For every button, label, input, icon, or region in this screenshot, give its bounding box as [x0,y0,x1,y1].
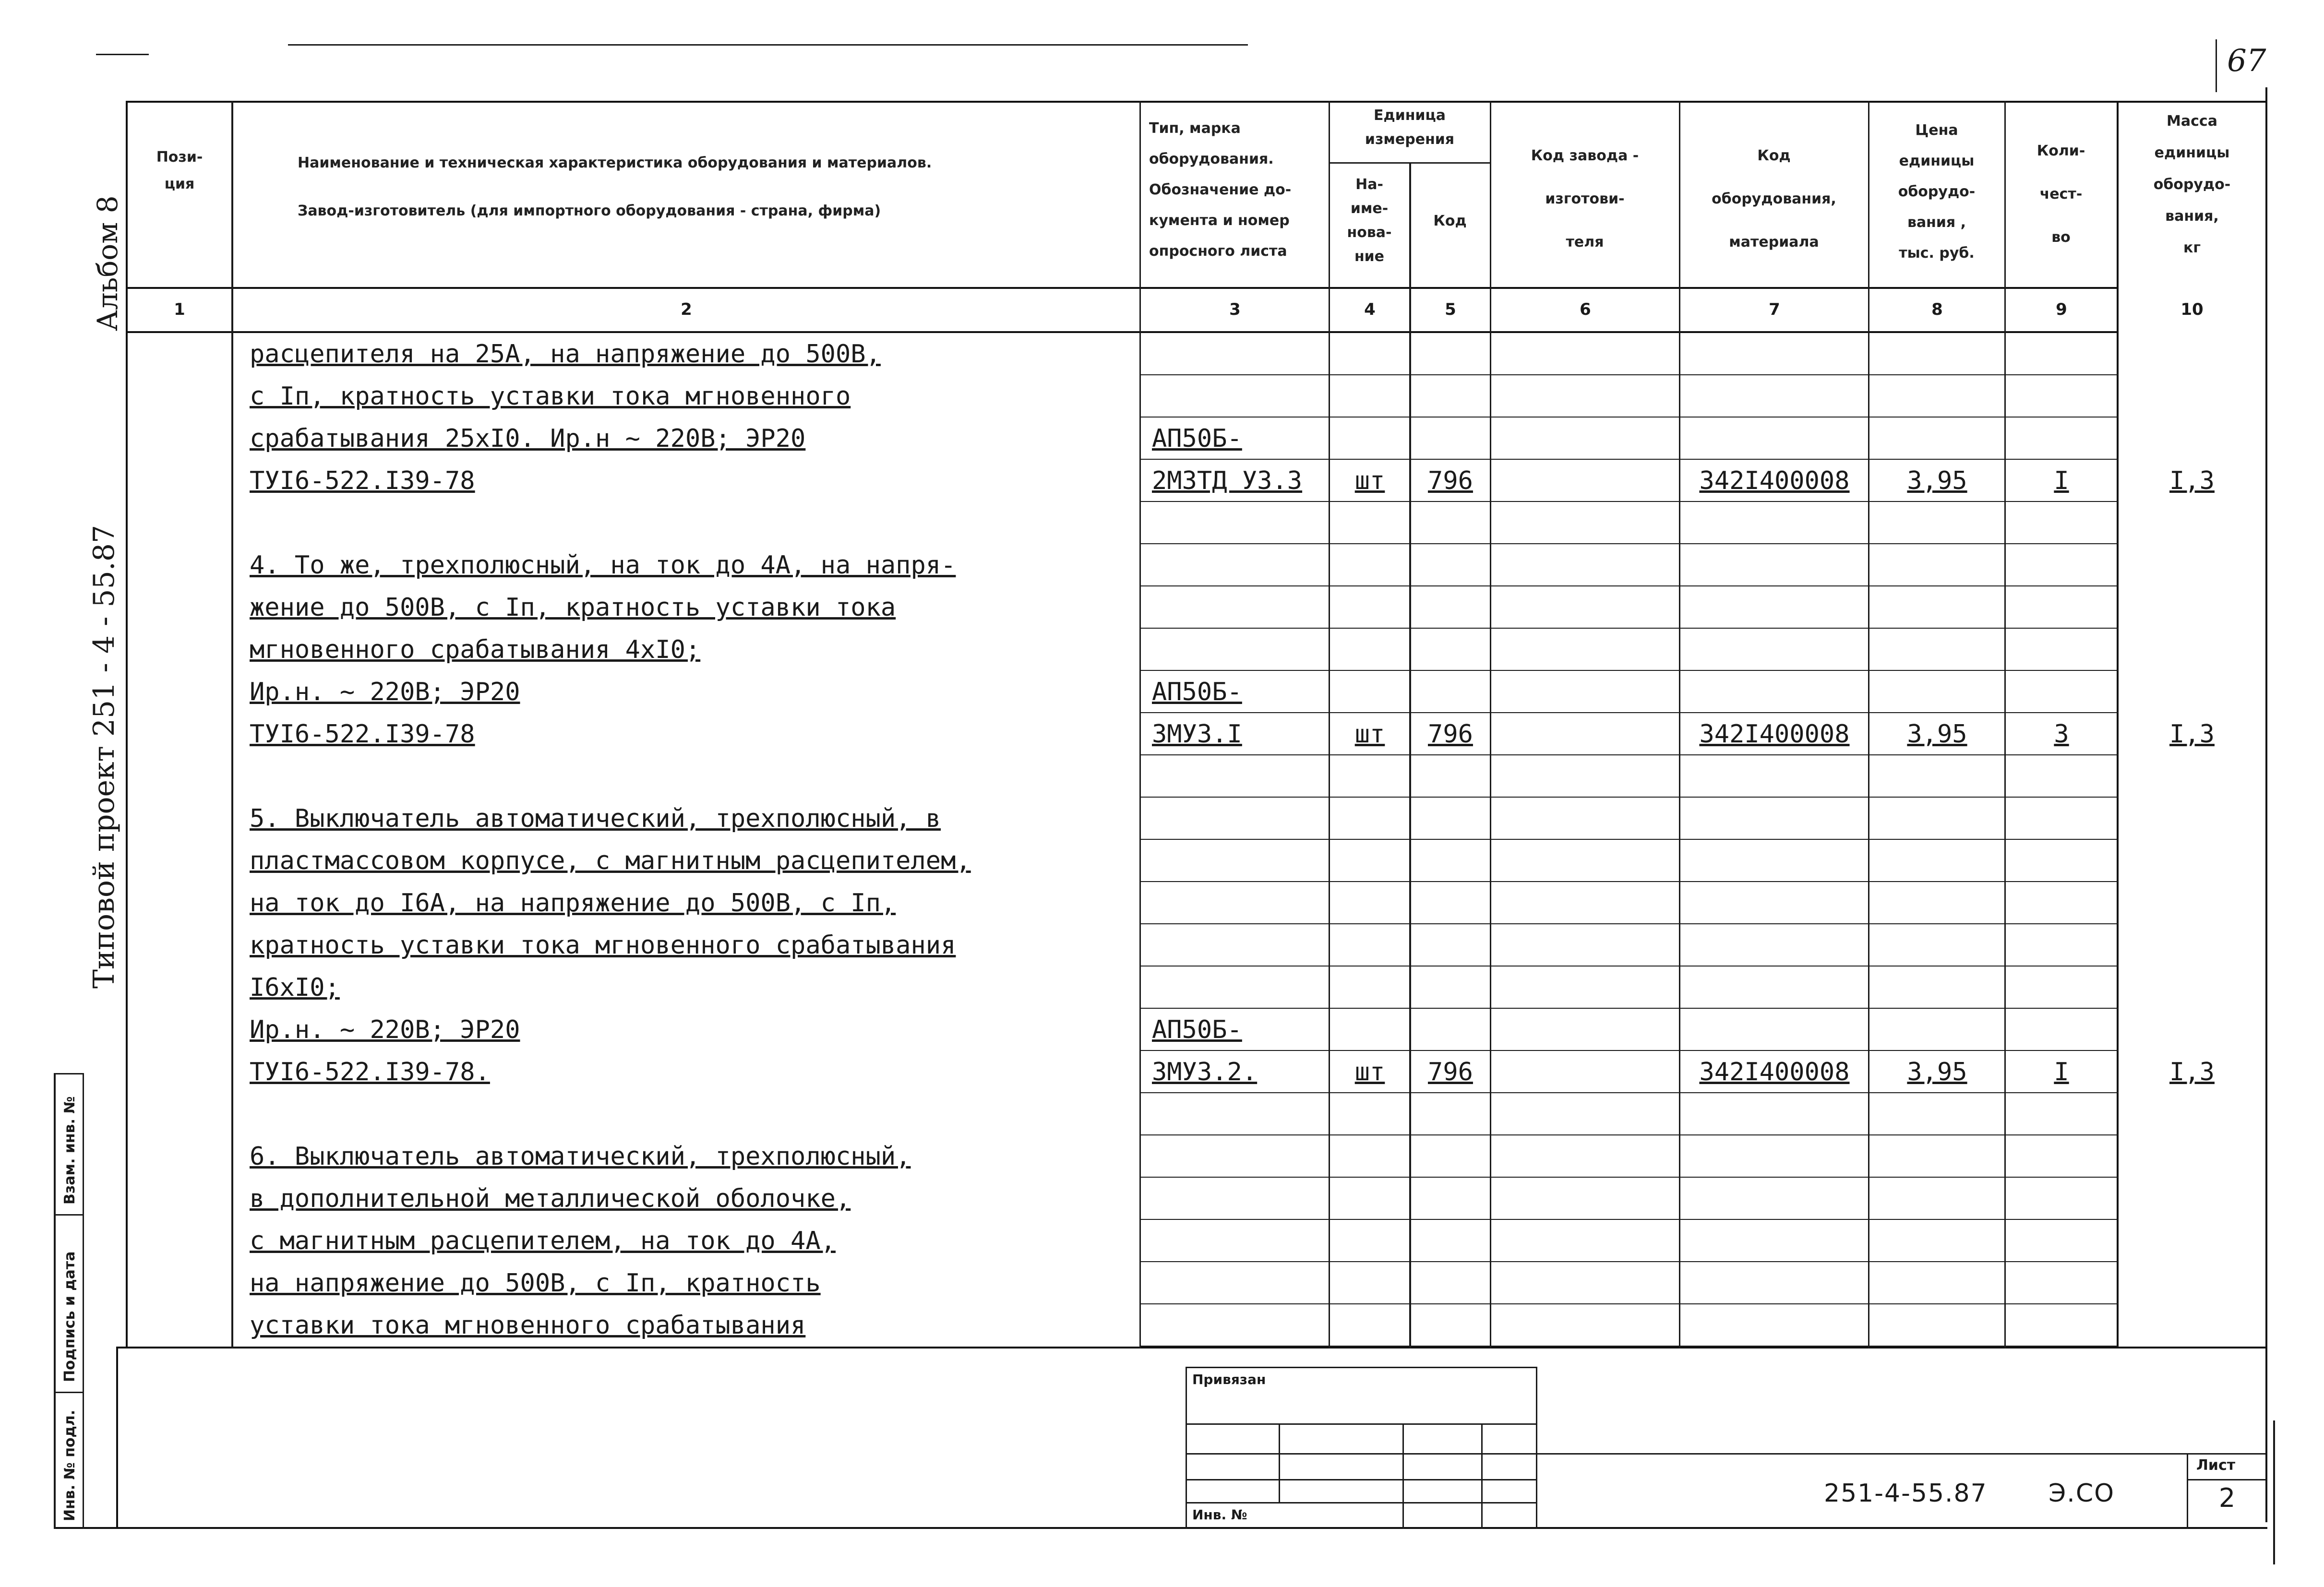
row-line [1139,1219,2119,1220]
item-unit-code: 796 [1428,1058,1473,1086]
header-price-line5: тыс. руб. [1899,245,1975,262]
col-line-3 [1329,101,1330,1348]
header-type-line2: оборудования. [1149,151,1274,167]
item-price: 3,95 [1907,720,1967,749]
stamp-col3 [1481,1423,1483,1529]
item-type: АП50Б- [1152,424,1242,453]
item-name: Ир.н. ~ 220В; ЭР20 [250,1015,520,1044]
item-name: в дополнительной металлической оболочке, [250,1184,851,1213]
item-mass: I,3 [2169,1058,2215,1086]
unit-split-line [1329,162,1490,164]
stamp-col1 [1279,1423,1280,1502]
document-code: 251-4-55.87 [1824,1479,1988,1508]
item-name: на напряжение до 500В, с Iп, кратность [250,1269,821,1298]
header-unit-name-line2: име- [1350,200,1389,217]
header-mass-line5: кг [2183,239,2201,256]
header-maker-code [1492,134,1678,264]
header-type-line3: Обозначение до- [1149,181,1292,198]
col-number-4: 4 [1364,300,1376,319]
item-type: АП50Б- [1152,678,1242,706]
col-line-8 [2004,101,2006,1348]
sheet-box-sep [2187,1479,2266,1480]
item-name: ТУI6-522.I39-78. [250,1058,490,1086]
header-mass-line2: единицы [2154,144,2230,161]
col-number-3: 3 [1229,300,1241,319]
row-line [1139,1134,2119,1135]
col-number-1: 1 [174,300,185,319]
row-line [1139,797,2119,798]
stamp-row1 [1186,1423,1537,1425]
sheet-number: 2 [2218,1483,2236,1513]
item-type: 2МЗТД УЗ.3 [1152,466,1303,495]
header-position-line2: ция [164,176,195,192]
stamp-col2 [1402,1423,1404,1529]
row-line [1139,628,2119,629]
top-rule-left [96,54,149,55]
album-label: Альбом 8 [91,195,124,331]
stamp-right [1536,1367,1537,1529]
item-equipment-code: 342I400008 [1699,720,1850,749]
item-name: уставки тока мгновенного срабатывания [250,1311,806,1340]
margin-box-sep2 [54,1392,84,1393]
header-mass-line4: вания, [2165,208,2219,225]
item-price: 3,95 [1907,1058,1967,1086]
header-equipment-code-line2: оборудования, [1712,191,1836,207]
header-equipment-code-line3: материала [1729,234,1819,251]
header-maker-code-line2: изготови- [1545,191,1625,207]
item-name: кратность уставки тока мгновенного срабатывания [250,931,956,960]
col-line-7 [1868,101,1869,1348]
margin-vzam: Взам. инв. № [61,1096,78,1205]
header-unit-line2: измерения [1365,131,1455,148]
item-name: 4. То же, трехполюсный, на ток до 4А, на напря- [250,551,956,580]
frame-top [126,101,2266,103]
header-unit-line1: Единица [1374,107,1446,124]
item-name: Ир.н. ~ 220В; ЭР20 [250,678,520,706]
item-name: расцепителя на 25А, на напряжение до 500В, [250,340,881,369]
header-type-line4: кумента и номер [1149,212,1290,229]
header-unit-code: Код [1433,213,1467,229]
header-quantity-line3: во [2051,229,2071,246]
frame-right [2265,87,2267,1522]
col-line-6 [1679,101,1680,1348]
item-name: пластмассовом корпусе, с магнитным расцепителем, [250,847,971,875]
item-name: 5. Выключатель автоматический, трехполюсный, в [250,804,941,833]
header-type-line1: Тип, марка [1149,120,1241,137]
row-line [1139,1177,2119,1178]
col-number-2: 2 [681,300,692,319]
header-equipment-code-line1: Код [1757,147,1791,164]
item-unit-code: 796 [1428,720,1473,749]
header-type [1142,113,1334,267]
item-name: жение до 500В, с Iп, кратность уставки тока [250,593,896,622]
header-price-line4: вания , [1907,214,1966,231]
row-line [1139,543,2119,544]
item-unit: шт [1354,1058,1385,1086]
item-name: ТУI6-522.I39-78 [250,720,475,749]
top-rule [288,44,1248,46]
row-line [1139,966,2119,967]
sheet-label: Лист [2196,1457,2236,1474]
header-quantity [2006,130,2116,259]
row-line [1139,374,2119,375]
item-quantity: I [2054,466,2069,495]
col-number-10: 10 [2180,300,2204,319]
col-number-8: 8 [1931,300,1943,319]
stamp-row4 [1186,1502,1537,1503]
col-line-5 [1490,101,1491,1348]
header-price-line2: единицы [1899,153,1975,169]
item-mass: I,3 [2169,720,2215,749]
header-unit-name-line4: ние [1354,248,1385,265]
col-number-6: 6 [1580,300,1591,319]
item-equipment-code: 342I400008 [1699,1058,1850,1086]
header-mass-line3: оборудо- [2153,176,2231,193]
header-unit [1330,104,1489,152]
item-name: ТУI6-522.I39-78 [250,466,475,495]
row-line [1139,1303,2119,1304]
header-name-line2: Завод-изготовитель (для импортного оборудования - страна, фирма) [298,203,881,219]
item-unit: шт [1354,466,1385,495]
header-quantity-line1: Коли- [2036,143,2085,159]
item-equipment-code: 342I400008 [1699,466,1850,495]
header-maker-code-line3: теля [1566,234,1604,251]
col-line-2 [1139,101,1141,1348]
header-position-line1: Пози- [156,149,203,166]
item-quantity: I [2054,1058,2069,1086]
col-number-7: 7 [1769,300,1780,319]
item-type: 3МУЗ.2. [1152,1058,1258,1086]
stamp-top [1186,1367,1537,1368]
row-line [1139,1261,2119,1262]
header-mass-line1: Масса [2167,113,2217,130]
header-unit-name-line3: нова- [1347,224,1392,241]
stamp-row2 [1186,1453,1537,1455]
stamp-row3 [1186,1479,1537,1480]
header-maker-code-line1: Код завода - [1531,147,1639,164]
project-label: Типовой проект 251 - 4 - 55.87 [87,525,121,989]
item-name: с магнитным расцепителем, на ток до 4А, [250,1227,836,1255]
page-number: 67 [2227,43,2266,79]
col-line-4 [1409,163,1411,1348]
title-line [1536,1453,2265,1455]
item-quantity: 3 [2054,720,2069,749]
item-name: срабатывания 25хI0. Ир.н ~ 220В; ЭР20 [250,424,806,453]
col-number-5: 5 [1445,300,1456,319]
frame-left-lower [116,1347,118,1529]
item-type: АП50Б- [1152,1015,1242,1044]
item-price: 3,95 [1907,466,1967,495]
item-unit-code: 796 [1428,466,1473,495]
page-bottom [54,1527,2267,1529]
stamp-left [1186,1367,1187,1529]
header-type-line5: опросного листа [1149,243,1287,260]
item-name: на ток до I6А, на напряжение до 500В, с Iп, [250,889,896,918]
table-bottom [116,1347,2266,1348]
header-position [128,144,231,198]
item-mass: I,3 [2169,466,2215,495]
stamp-privyazan: Привязан [1192,1372,1266,1387]
header-equipment-code [1681,134,1867,264]
margin-box-sep1 [54,1214,84,1216]
header-price-line1: Цена [1915,122,1958,139]
margin-box-top [54,1073,84,1074]
margin-inv-podl: Инв. № подл. [61,1409,78,1521]
row-line [1139,1346,2119,1347]
row-line [1139,923,2119,924]
document-suffix: Э.СО [2048,1479,2115,1508]
page-bottom-tick [2273,1420,2275,1564]
header-price [1870,115,2003,269]
item-name: 6. Выключатель автоматический, трехполюсный, [250,1142,911,1171]
header-name-line1: Наименование и техническая характеристика оборудования и материалов. [298,155,932,171]
item-name: с Iп, кратность уставки тока мгновенного [250,382,851,411]
stamp-inv: Инв. № [1192,1507,1247,1523]
header-quantity-line2: чест- [2039,186,2083,203]
item-type: 3МУЗ.I [1152,720,1242,749]
margin-box-left [54,1073,56,1529]
header-name [298,139,1133,235]
col-number-9: 9 [2056,300,2067,319]
item-name: I6хI0; [250,973,340,1002]
header-price-line3: оборудо- [1898,183,1976,200]
header-mass [2119,106,2265,264]
margin-sign-date: Подпись и дата [61,1251,78,1382]
item-name: мгновенного срабатывания 4хI0; [250,635,701,664]
header-unit-name-line1: На- [1355,176,1383,193]
margin-box-mid [83,1073,84,1529]
header-unit-name [1330,173,1408,269]
row-line [1139,839,2119,840]
item-unit: шт [1354,720,1385,749]
page-number-box [2216,39,2217,92]
sheet-box-left [2187,1453,2188,1529]
row-line [1139,585,2119,586]
row-line [1139,881,2119,882]
